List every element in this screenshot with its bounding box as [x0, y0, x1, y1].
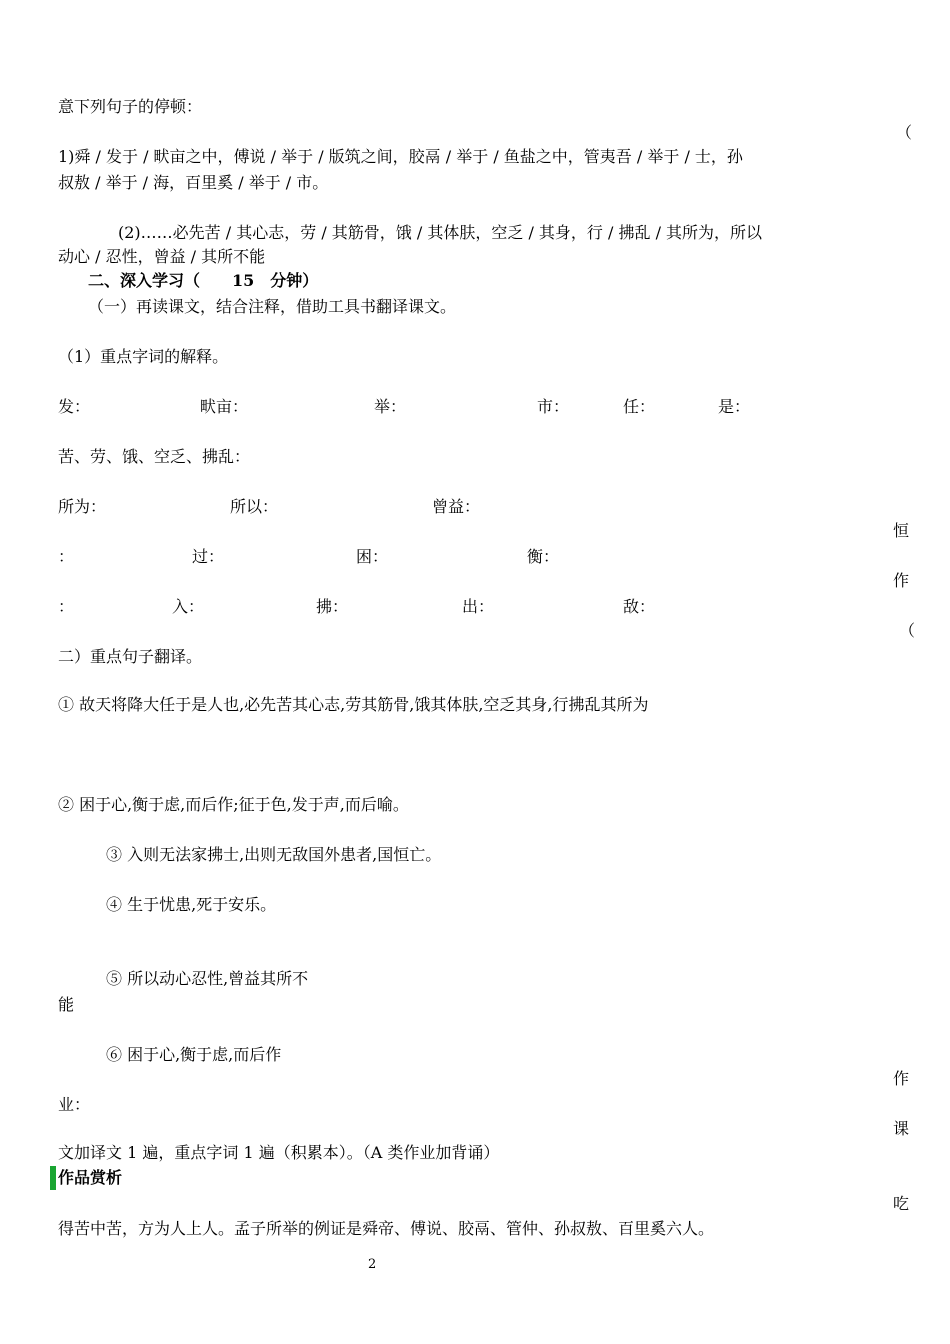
vocab-guo: 过：	[192, 547, 225, 566]
page-number: 2	[368, 1257, 377, 1272]
translation-sentence-6: ⑥ 困于心,衡于虑,而后作	[106, 1045, 282, 1064]
vocab-blank-1: ：	[58, 547, 75, 566]
right-margin-paren: （	[896, 123, 913, 142]
line-sentence-2a: (2)……必先苦 / 其心志，劳 / 其筋骨，饿 / 其体肤，空乏 / 其身，行 / 拂乱 / 其所为，所以	[118, 223, 763, 242]
vocab-ju: 举：	[374, 397, 407, 416]
translation-sentence-3: ③ 入则无法家拂士,出则无敌国外患者,国恒亡。	[106, 845, 442, 864]
section-heading-deep-study: 二、深入学习（ 15 分钟）	[88, 271, 319, 290]
translation-sentence-4: ④ 生于忧患,死于安乐。	[106, 895, 277, 914]
vocab-ku-lao: 苦、劳、饿、空乏、拂乱：	[58, 447, 251, 466]
line-sentence-1a: 1)舜 / 发于 / 畎亩之中，傅说 / 举于 / 版筑之间，胶鬲 / 举于 / 鱼盐之中，管夷吾 / 举于 / 士，孙	[58, 147, 743, 166]
line-pause-intro: 意下列句子的停顿：	[58, 97, 203, 116]
vocab-suowei: 所为：	[58, 497, 107, 516]
translation-sentence-5: ⑤ 所以动心忍性,曾益其所不	[106, 969, 309, 988]
homework-label: 业：	[58, 1095, 91, 1114]
vocab-ru: 入：	[172, 597, 205, 616]
vocab-quanmu: 畎亩：	[200, 397, 249, 416]
vocab-heng: 衡：	[527, 547, 560, 566]
right-margin-heng: 恒	[893, 521, 910, 540]
line-reread-instruction: （一）再读课文，结合注释，借助工具书翻译课文。	[88, 297, 457, 316]
vocab-suoyi: 所以：	[230, 497, 279, 516]
right-margin-zuo-2: 作	[893, 1069, 910, 1088]
line-sentence-2b: 动心 / 忍性，曾益 / 其所不能	[58, 247, 266, 266]
vocab-kun: 困：	[356, 547, 389, 566]
vocab-zengyi: 曾益：	[432, 497, 481, 516]
homework-text: 文加译文 1 遍，重点字词 1 遍（积累本）。（A 类作业加背诵）	[58, 1143, 500, 1162]
translation-sentence-2: ② 困于心,衡于虑,而后作;征于色,发于声,而后喻。	[58, 795, 409, 814]
vocab-chu: 出：	[462, 597, 495, 616]
vocab-fu: 拂：	[316, 597, 349, 616]
line-sentence-1b: 叔敖 / 举于 / 海，百里奚 / 举于 / 市。	[58, 173, 329, 192]
vocab-ren: 任：	[623, 397, 656, 416]
vocab-shi: 市：	[537, 397, 570, 416]
appreciation-title: 作品赏析	[58, 1168, 123, 1187]
vocab-fa: 发：	[58, 397, 91, 416]
right-margin-paren-2: （	[899, 621, 916, 640]
vocab-di: 敌：	[623, 597, 656, 616]
right-margin-zuo-1: 作	[893, 571, 910, 590]
translation-sentence-1: ① 故天将降大任于是人也,必先苦其心志,劳其筋骨,饿其体肤,空乏其身,行拂乱其所为	[58, 695, 649, 714]
vocab-blank-2: ：	[58, 597, 75, 616]
translation-sentence-5-tail: 能	[58, 995, 75, 1014]
vocab-shi2: 是：	[718, 397, 751, 416]
appreciation-text: 得苦中苦，方为人上人。孟子所举的例证是舜帝、傅说、胶鬲、管仲、孙叔敖、百里奚六人。	[58, 1219, 715, 1238]
line-key-words-title: （1）重点字词的解释。	[58, 347, 229, 366]
right-margin-chi: 吃	[893, 1194, 910, 1213]
translation-title: 二）重点句子翻译。	[58, 647, 203, 666]
right-margin-ke: 课	[893, 1119, 910, 1138]
section-marker-bar	[50, 1166, 56, 1190]
